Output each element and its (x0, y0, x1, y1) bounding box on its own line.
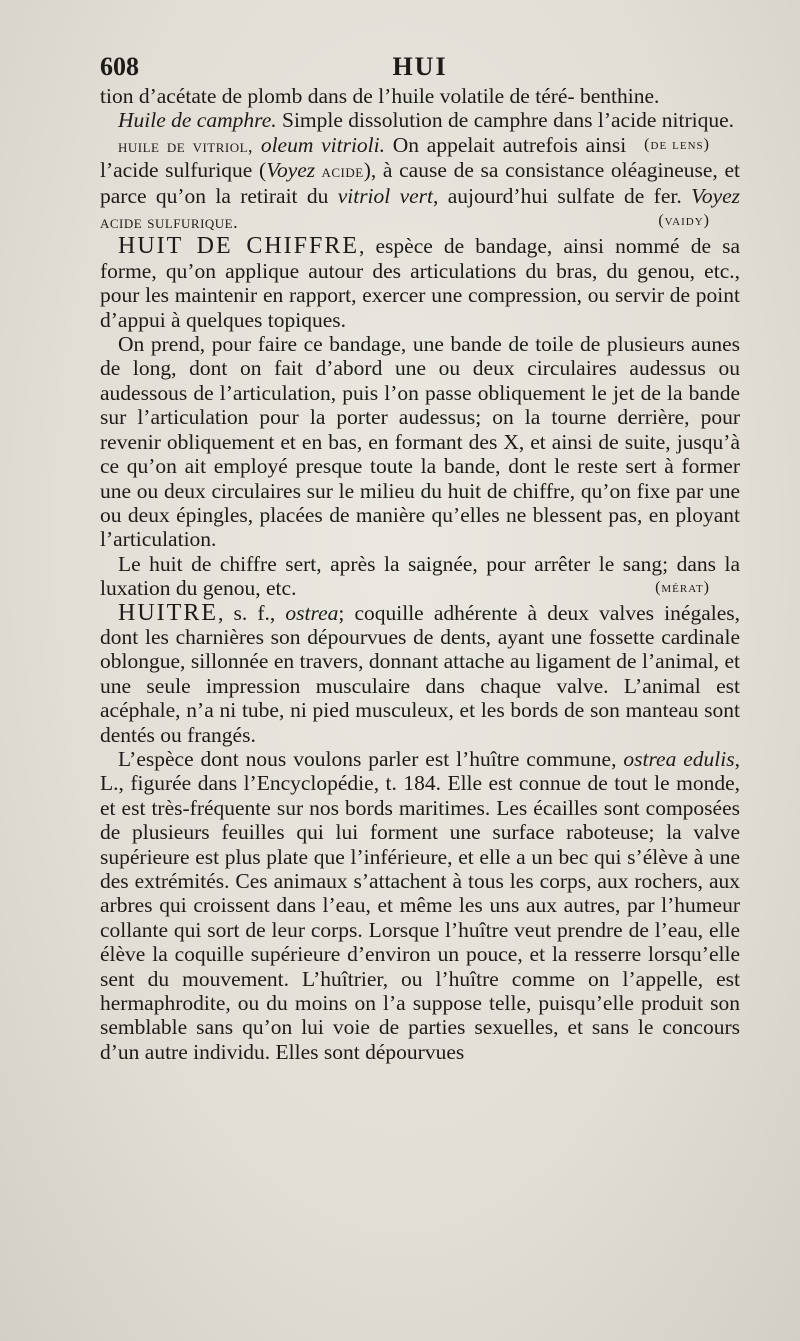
author-signature: (de lens) (644, 135, 710, 153)
entry-title: Huile de camphre. (118, 108, 277, 133)
page-number: 608 (100, 52, 139, 81)
latin-term: oleum vitrioli. (253, 132, 386, 157)
entry-text: On appelait autrefois ainsi l’acide sulfurique ( (100, 132, 627, 183)
cross-ref-target: acide sulfurique. (100, 212, 239, 233)
entry-text: L’espèce dont nous voulons parler est l’huître commune, (118, 746, 624, 771)
paragraph-bandage-method (100, 332, 740, 552)
entry-text: ), à cause de sa consistance oléagineuse, et parce qu’on la retirait du (100, 158, 740, 208)
author-signature: (vaidy) (658, 212, 710, 230)
cross-ref: Voyez (691, 183, 741, 208)
author-signature: (mérat) (655, 579, 710, 597)
paragraph-usage (100, 552, 740, 601)
entry-text: Simple dissolution de camphre dans l’acide nitrique. (276, 108, 734, 133)
entry-text: , espèce de bandage, ainsi nommé de sa forme, qu’on applique autour des articulations du bras, du genou, etc., pour les maintenir en rapport, exercer une compression, ou servir de point d’appui à quelques topiques. (100, 234, 740, 332)
latin-term: ostrea edulis (623, 746, 735, 771)
italic-term: vitriol vert (337, 183, 434, 208)
entry-head: HUITRE (118, 599, 218, 626)
cross-ref-target: acide (315, 161, 364, 182)
paragraph-huit-de-chiffre (100, 234, 740, 332)
entry-text: , s. f., (217, 600, 286, 625)
paragraph-huitre-commune (100, 747, 740, 1064)
latin-term: ostrea (285, 600, 339, 625)
entry-text: ; coquille adhérente à deux valves inégales, dont les charnières son dépourvues de dents, ayant une fossette cardinale oblongue, sillonnée en travers, donnant attache au ligament de l’animal, et une seule impression musculaire dans chaque valve. L’animal est acéphale, n’a ni tube, ni pied musculeux, et les bords de son manteau sont dentés ou frangés. (100, 600, 740, 747)
entry-head: huile de vitriol, (118, 135, 254, 156)
entry-text: , L., figurée dans l’Encyclopédie, t. 184. Elle est connue de tout le monde, et est très-fréquente sur nos bords maritimes. Les écailles sont composées de plusieurs feuilles qui lui forment une surface raboteuse; la valve supérieure est plus plate que l’inférieure, et elle a un bec qui s’élève à une des extrémités. Ces animaux s’attachent à tous les corps, aux rochers, aux arbres qui croissent dans l’eau, et même les uns aux autres, par l’humeur collante qui sort de leur corps. Lorsque l’huître veut prendre de l’eau, elle élève la coquille supérieure d’environ un pouce, et la resserre lorsqu’elle sent du mouvement. L’huîtrier, ou l’huître comme on l’appelle, est hermaphrodite, ou du moins on l’a suppose telle, puisqu’elle produit son semblable sans qu’on lui voie de parties sexuelles, et sans le concours d’un autre individu. Elles sont dépourvues (100, 746, 740, 1064)
page-header (100, 52, 740, 82)
entry-text: Le huit de chiffre sert, après la saignée, pour arrêter le sang; dans la luxation du genou, etc. (100, 551, 740, 601)
paragraph-continuation (100, 84, 740, 108)
text-line: benthine. (579, 84, 660, 108)
paragraph-huitre (100, 601, 740, 747)
entry-text: , aujourd’hui sulfate de fer. (433, 183, 692, 208)
body-text (100, 84, 740, 1064)
entry-head: HUIT DE CHIFFRE (118, 233, 360, 260)
cross-ref: Voyez (266, 158, 316, 183)
text-line: tion d’acétate de plomb dans de l’huile volatile de téré- (100, 84, 575, 108)
running-head: HUI (392, 52, 448, 81)
entry-text: On prend, pour faire ce bandage, une bande de toile de plusieurs aunes de long, dont on fait d’abord une ou deux circulaires audessus ou audessous de l’articulation, puis l’on passe obliquement le jet de la bande sur l’articulation pour la porter audessus; on la tourne derrière, pour revenir obliquement et en bas, en formant des X, et ainsi de suite, jusqu’à ce qu’on ait employé presque toute la bande, dont le reste sert à former une ou deux circulaires sur le milieu du huit de chiffre, qu’on fixe par une ou deux épingles, placées de manière qu’elles ne blessent pas, en ployant l’articulation. (100, 332, 740, 552)
